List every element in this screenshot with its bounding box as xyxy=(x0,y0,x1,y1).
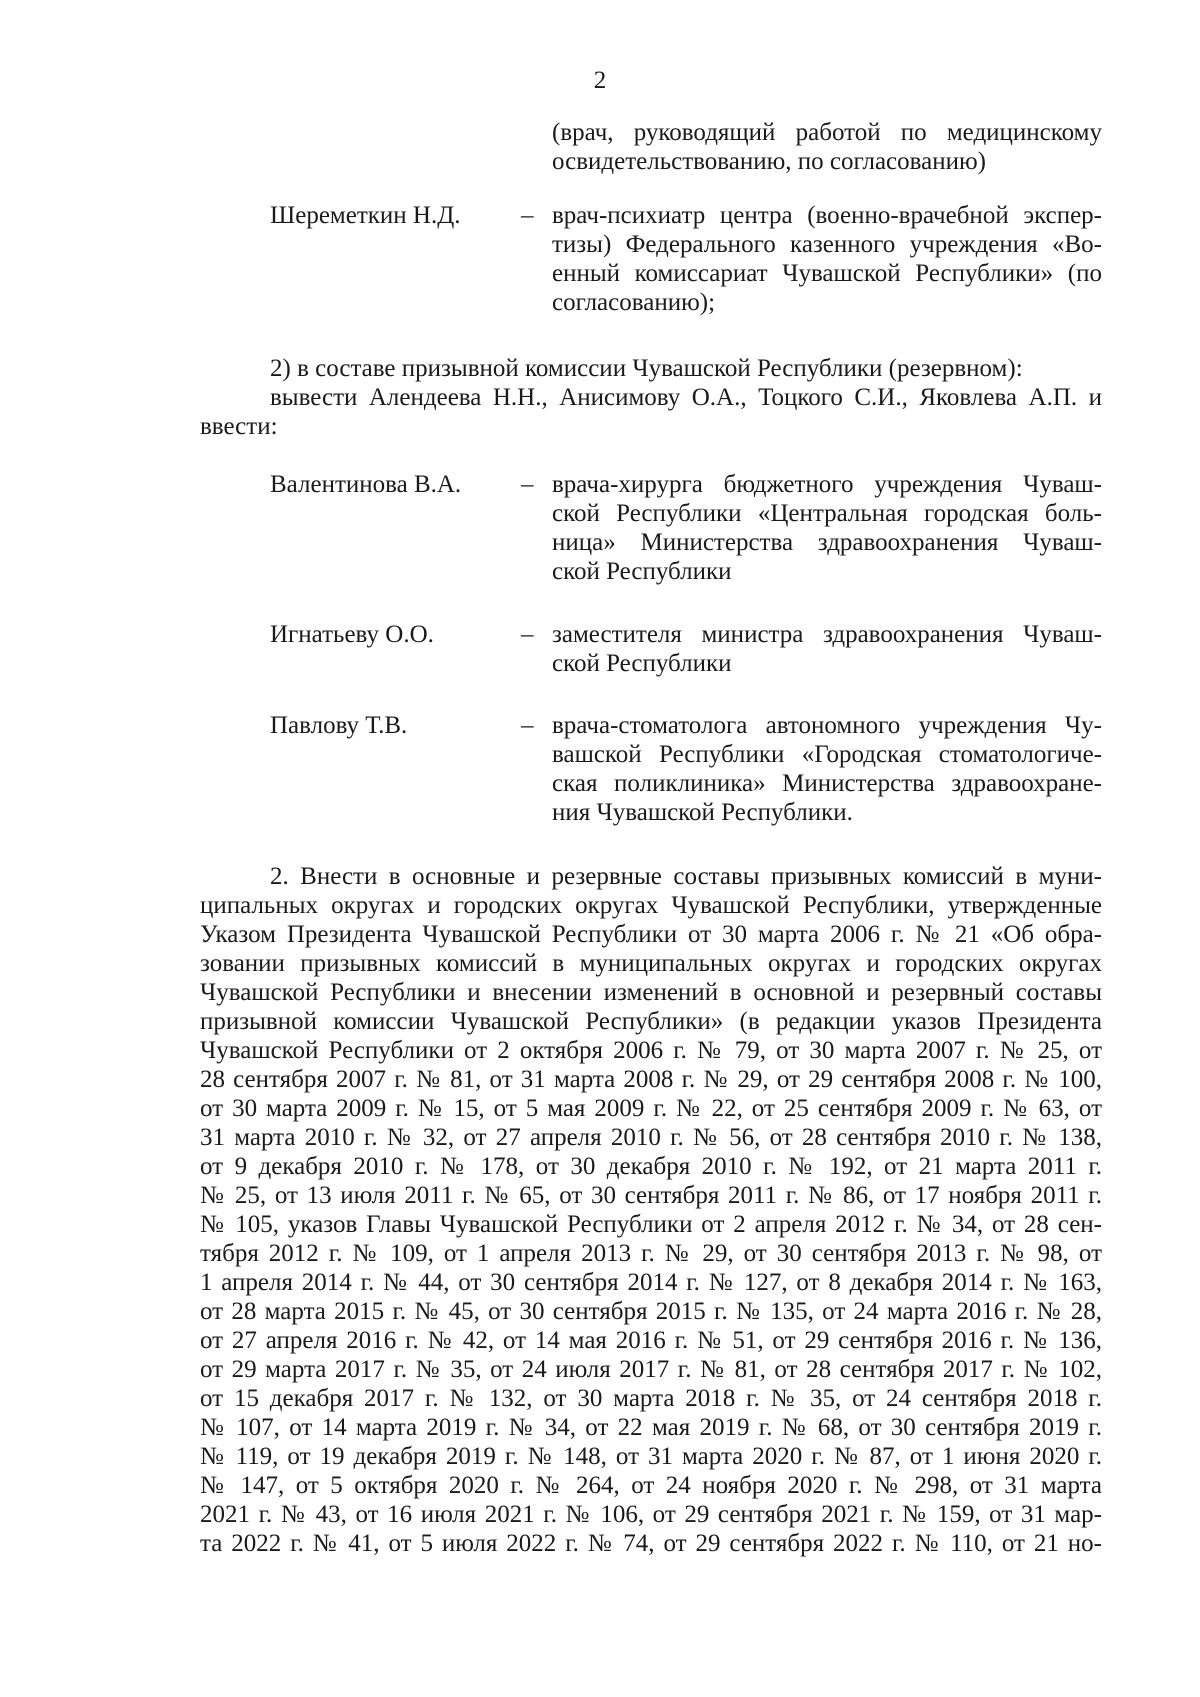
text-line: согласованию); xyxy=(552,289,716,316)
text-line: вашской Республики «Городская стоматологиче- xyxy=(552,741,1102,768)
text-line: от 15 декабря 2017 г. № 132, от 30 марта 2018 г. № 35, от 24 сентября 2018 г. xyxy=(200,1385,1102,1412)
text-line: Чувашской Республики и внесении изменений в основной и резервный составы xyxy=(200,979,1102,1006)
dash-separator: – xyxy=(521,621,534,648)
text-line: ница» Министерства здравоохранения Чуваш- xyxy=(552,529,1102,556)
text-line: ввести: xyxy=(200,413,278,440)
text-line: 2) в составе призывной комиссии Чувашской Республики (резервном): xyxy=(270,355,1023,382)
text-line: вывести Алендеева Н.Н., Анисимову О.А., Тоцкого С.И., Яковлева А.П. и xyxy=(270,384,1102,411)
text-line: № 105, указов Главы Чувашской Республики от 2 апреля 2012 г. № 34, от 28 сен- xyxy=(200,1211,1102,1238)
text-line: та 2022 г. № 41, от 5 июля 2022 г. № 74, от 29 сентября 2022 г. № 110, от 21 но- xyxy=(200,1530,1102,1557)
text-line: (врач, руководящий работой по медицинскому xyxy=(552,119,1102,146)
dash-separator: – xyxy=(521,471,534,498)
text-line: 31 марта 2010 г. № 32, от 27 апреля 2010 г. № 56, от 28 сентября 2010 г. № 138, xyxy=(200,1124,1102,1151)
member-name: Шереметкин Н.Д. xyxy=(270,202,461,229)
text-line: ской Республики xyxy=(552,558,732,585)
text-line: от 29 марта 2017 г. № 35, от 24 июля 2017 г. № 81, от 28 сентября 2017 г. № 102, xyxy=(200,1356,1102,1383)
text-line: 1 апреля 2014 г. № 44, от 30 сентября 2014 г. № 127, от 8 декабря 2014 г. № 163, xyxy=(200,1269,1102,1296)
text-line: от 30 марта 2009 г. № 15, от 5 мая 2009 г. № 22, от 25 сентября 2009 г. № 63, от xyxy=(200,1095,1102,1122)
text-line: 2021 г. № 43, от 16 июля 2021 г. № 106, от 29 сентября 2021 г. № 159, от 31 мар- xyxy=(200,1501,1102,1528)
member-name: Павлову Т.В. xyxy=(270,712,408,739)
text-line: 28 сентября 2007 г. № 81, от 31 марта 2008 г. № 29, от 29 сентября 2008 г. № 100, xyxy=(200,1066,1102,1093)
text-line: 2. Внести в основные и резервные составы призывных комиссий в муни- xyxy=(270,863,1102,890)
text-line: врача-стоматолога автономного учреждения Чу- xyxy=(552,712,1102,739)
text-line: № 147, от 5 октября 2020 г. № 264, от 24 ноября 2020 г. № 298, от 31 марта xyxy=(200,1472,1102,1499)
text-line: ская поликлиника» Министерства здравоохране- xyxy=(552,770,1102,797)
dash-separator: – xyxy=(521,202,534,229)
text-line: от 27 апреля 2016 г. № 42, от 14 мая 2016 г. № 51, от 29 сентября 2016 г. № 136, xyxy=(200,1327,1102,1354)
text-line: освидетельствованию, по согласованию) xyxy=(552,148,986,175)
text-line: ния Чувашской Республики. xyxy=(552,799,853,826)
text-line: зовании призывных комиссий в муниципальных округах и городских округах xyxy=(200,950,1102,977)
text-line: Чувашской Республики от 2 октября 2006 г. № 79, от 30 марта 2007 г. № 25, от xyxy=(200,1037,1102,1064)
text-line: ской Республики «Центральная городская боль- xyxy=(552,500,1102,527)
text-line: тября 2012 г. № 109, от 1 апреля 2013 г. № 29, от 30 сентября 2013 г. № 98, от xyxy=(200,1240,1102,1267)
page-number: 2 xyxy=(593,67,607,94)
member-name: Валентинова В.А. xyxy=(270,471,462,498)
text-line: № 119, от 19 декабря 2019 г. № 148, от 31 марта 2020 г. № 87, от 1 июня 2020 г. xyxy=(200,1443,1102,1470)
text-line: № 107, от 14 марта 2019 г. № 34, от 22 мая 2019 г. № 68, от 30 сентября 2019 г. xyxy=(200,1414,1102,1441)
text-line: ской Республики xyxy=(552,650,732,677)
text-line: заместителя министра здравоохранения Чуваш- xyxy=(552,621,1102,648)
text-line: Указом Президента Чувашской Республики от 30 марта 2006 г. № 21 «Об обра- xyxy=(200,921,1102,948)
member-name: Игнатьеву О.О. xyxy=(270,621,434,648)
text-line: ципальных округах и городских округах Чувашской Республики, утвержденные xyxy=(200,892,1102,919)
dash-separator: – xyxy=(521,712,534,739)
text-line: № 25, от 13 июля 2011 г. № 65, от 30 сентября 2011 г. № 86, от 17 ноября 2011 г. xyxy=(200,1182,1102,1209)
text-line: тизы) Федерального казенного учреждения «Во- xyxy=(552,231,1102,258)
text-line: врач-психиатр центра (военно-врачебной экспер- xyxy=(552,202,1102,229)
text-line: енный комиссариат Чувашской Республики» (по xyxy=(552,260,1102,287)
text-line: от 28 марта 2015 г. № 45, от 30 сентября 2015 г. № 135, от 24 марта 2016 г. № 28, xyxy=(200,1298,1102,1325)
text-line: призывной комиссии Чувашской Республики» (в редакции указов Президента xyxy=(200,1008,1102,1035)
text-line: от 9 декабря 2010 г. № 178, от 30 декабря 2010 г. № 192, от 21 марта 2011 г. xyxy=(200,1153,1102,1180)
text-line: врача-хирурга бюджетного учреждения Чуваш- xyxy=(552,471,1102,498)
